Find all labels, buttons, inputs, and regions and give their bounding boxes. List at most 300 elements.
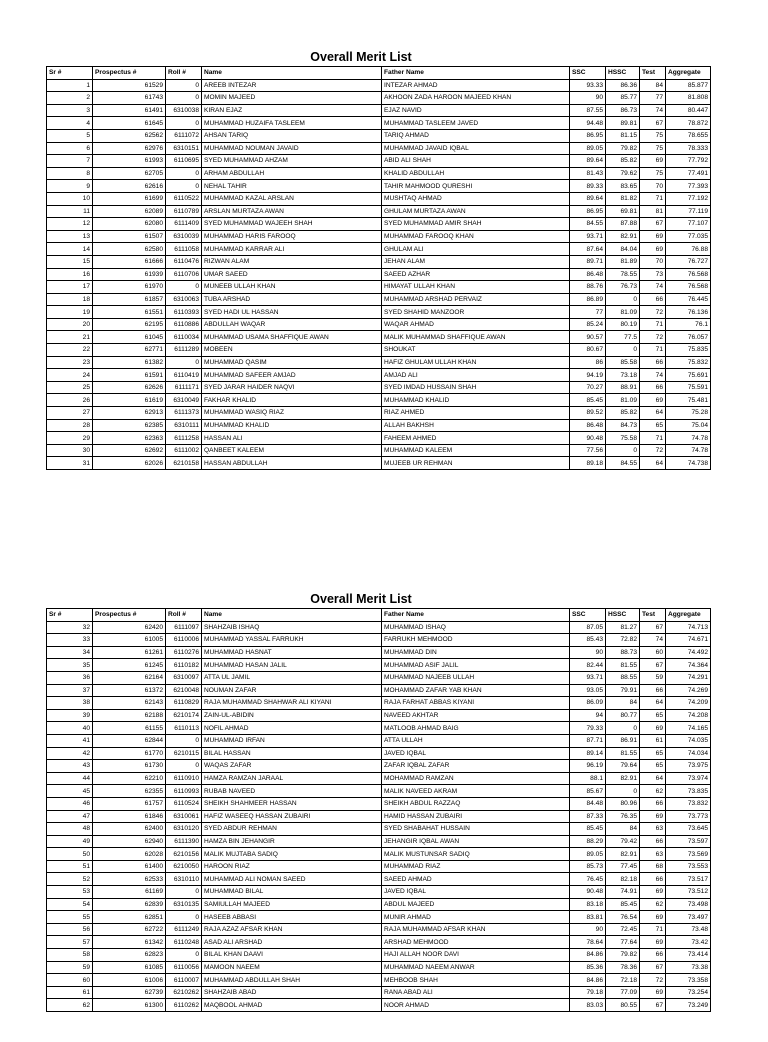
cell-father-name: HAJI ALLAH NOOR DAVI — [382, 949, 570, 962]
cell-name: NOFIL AHMAD — [202, 722, 382, 735]
cell-father-name: HAFIZ GHULAM ULLAH KHAN — [382, 356, 570, 369]
cell-father-name: HAMID HASSAN ZUBAIRI — [382, 810, 570, 823]
cell-name: MUHAMMAD HARIS FAROOQ — [202, 230, 382, 243]
cell-roll: 6310039 — [166, 230, 202, 243]
cell-father-name: MEHBOOB SHAH — [382, 974, 570, 987]
cell-hssc: 0 — [606, 293, 640, 306]
table-row — [47, 659, 711, 672]
cell-roll: 6111409 — [166, 218, 202, 231]
cell-test: 72 — [640, 331, 666, 344]
cell-hssc: 88.73 — [606, 646, 640, 659]
cell-test: 64 — [640, 697, 666, 710]
table-row — [47, 860, 711, 873]
cell-roll: 0 — [166, 760, 202, 773]
cell-roll: 6310038 — [166, 104, 202, 117]
cell-roll: 6110248 — [166, 936, 202, 949]
cell-prospectus: 61970 — [93, 281, 166, 294]
cell-name: HASEEB ABBASI — [202, 911, 382, 924]
cell-ssc: 94 — [570, 709, 606, 722]
cell-aggregate: 74.492 — [666, 646, 711, 659]
cell-father-name: RAJA MUHAMMAD AFSAR KHAN — [382, 923, 570, 936]
table-row — [47, 293, 711, 306]
cell-test: 66 — [640, 381, 666, 394]
merit-list-section-2 — [46, 590, 708, 1042]
cell-name: ARSLAN MURTAZA AWAN — [202, 205, 382, 218]
cell-test: 69 — [640, 810, 666, 823]
cell-roll: 0 — [166, 356, 202, 369]
cell-name: MALIK MUJTABA SADIQ — [202, 848, 382, 861]
cell-test: 69 — [640, 243, 666, 256]
table-row — [47, 709, 711, 722]
table-body — [47, 79, 711, 469]
cell-test: 71 — [640, 923, 666, 936]
cell-test: 63 — [640, 823, 666, 836]
cell-roll: 6310120 — [166, 823, 202, 836]
cell-ssc: 79.18 — [570, 986, 606, 999]
table-row — [47, 722, 711, 735]
cell-sr: 21 — [47, 331, 93, 344]
cell-roll: 6310063 — [166, 293, 202, 306]
cell-prospectus: 62976 — [93, 142, 166, 155]
cell-aggregate: 73.773 — [666, 810, 711, 823]
cell-prospectus: 62028 — [93, 848, 166, 861]
cell-aggregate: 74.165 — [666, 722, 711, 735]
cell-ssc: 89.64 — [570, 192, 606, 205]
cell-roll: 6310049 — [166, 394, 202, 407]
cell-aggregate: 73.48 — [666, 923, 711, 936]
cell-hssc: 75.58 — [606, 432, 640, 445]
cell-father-name: KHALID ABDULLAH — [382, 167, 570, 180]
cell-roll: 6110789 — [166, 205, 202, 218]
cell-hssc: 76.54 — [606, 911, 640, 924]
cell-test: 65 — [640, 747, 666, 760]
cell-father-name: MUJEEB UR REHMAN — [382, 457, 570, 470]
cell-roll: 6110393 — [166, 306, 202, 319]
cell-roll: 6110056 — [166, 961, 202, 974]
cell-roll: 6111289 — [166, 344, 202, 357]
cell-hssc: 77.09 — [606, 986, 640, 999]
cell-sr: 12 — [47, 218, 93, 231]
header-roll: Roll # — [166, 67, 202, 80]
cell-aggregate: 80.447 — [666, 104, 711, 117]
cell-name: MUHAMMAD QASIM — [202, 356, 382, 369]
cell-ssc: 93.71 — [570, 230, 606, 243]
cell-ssc: 83.18 — [570, 898, 606, 911]
cell-roll: 6110113 — [166, 722, 202, 735]
cell-prospectus: 61743 — [93, 92, 166, 105]
cell-father-name: MUHAMMAD ARSHAD PERVAIZ — [382, 293, 570, 306]
cell-prospectus: 62533 — [93, 873, 166, 886]
cell-father-name: MUHAMMAD ASIF JALIL — [382, 659, 570, 672]
table-row — [47, 306, 711, 319]
cell-ssc: 89.05 — [570, 142, 606, 155]
cell-name: SHEIKH SHAHMEER HASSAN — [202, 797, 382, 810]
cell-hssc: 85.82 — [606, 407, 640, 420]
cell-roll: 6210050 — [166, 860, 202, 873]
cell-name: HAFIZ WASEEQ HASSAN ZUBAIRI — [202, 810, 382, 823]
header-aggregate: Aggregate — [666, 67, 711, 80]
cell-father-name: JEHAN ALAM — [382, 255, 570, 268]
cell-sr: 39 — [47, 709, 93, 722]
cell-ssc: 90.57 — [570, 331, 606, 344]
cell-test: 66 — [640, 873, 666, 886]
cell-hssc: 81.09 — [606, 394, 640, 407]
cell-sr: 4 — [47, 117, 93, 130]
cell-prospectus: 62210 — [93, 772, 166, 785]
cell-test: 71 — [640, 432, 666, 445]
table-row — [47, 621, 711, 634]
cell-test: 62 — [640, 785, 666, 798]
cell-sr: 24 — [47, 369, 93, 382]
cell-ssc: 79.33 — [570, 722, 606, 735]
cell-prospectus: 62080 — [93, 218, 166, 231]
cell-aggregate: 73.498 — [666, 898, 711, 911]
cell-roll: 6110034 — [166, 331, 202, 344]
cell-sr: 2 — [47, 92, 93, 105]
cell-ssc: 86.89 — [570, 293, 606, 306]
cell-aggregate: 73.358 — [666, 974, 711, 987]
table-row — [47, 634, 711, 647]
cell-prospectus: 62739 — [93, 986, 166, 999]
cell-aggregate: 77.491 — [666, 167, 711, 180]
cell-roll: 6210115 — [166, 747, 202, 760]
cell-name: MOMIN MAJEED — [202, 92, 382, 105]
cell-name: HASSAN ALI — [202, 432, 382, 445]
cell-hssc: 81.89 — [606, 255, 640, 268]
cell-hssc: 82.91 — [606, 772, 640, 785]
cell-test: 69 — [640, 155, 666, 168]
cell-aggregate: 75.591 — [666, 381, 711, 394]
cell-father-name: AMJAD ALI — [382, 369, 570, 382]
cell-name: SAMIULLAH MAJEED — [202, 898, 382, 911]
cell-sr: 58 — [47, 949, 93, 962]
cell-sr: 56 — [47, 923, 93, 936]
cell-aggregate: 77.107 — [666, 218, 711, 231]
cell-ssc: 87.05 — [570, 621, 606, 634]
cell-sr: 46 — [47, 797, 93, 810]
cell-father-name: SAEED AHMAD — [382, 873, 570, 886]
cell-hssc: 84.73 — [606, 419, 640, 432]
cell-hssc: 81.55 — [606, 659, 640, 672]
cell-father-name: MUHAMMAD ISHAQ — [382, 621, 570, 634]
table-row — [47, 444, 711, 457]
cell-hssc: 77.64 — [606, 936, 640, 949]
cell-father-name: SYED SHAHID MANZOOR — [382, 306, 570, 319]
cell-aggregate: 75.481 — [666, 394, 711, 407]
cell-sr: 30 — [47, 444, 93, 457]
table-row — [47, 243, 711, 256]
cell-test: 69 — [640, 394, 666, 407]
cell-test: 67 — [640, 117, 666, 130]
cell-aggregate: 73.832 — [666, 797, 711, 810]
cell-name: HASSAN ABDULLAH — [202, 457, 382, 470]
cell-hssc: 81.82 — [606, 192, 640, 205]
cell-ssc: 78.64 — [570, 936, 606, 949]
cell-roll: 6110524 — [166, 797, 202, 810]
cell-roll: 6111373 — [166, 407, 202, 420]
cell-name: MUHAMMAD HASNAT — [202, 646, 382, 659]
cell-test: 77 — [640, 92, 666, 105]
cell-sr: 7 — [47, 155, 93, 168]
cell-hssc: 77.45 — [606, 860, 640, 873]
cell-roll: 6310135 — [166, 898, 202, 911]
cell-aggregate: 76.88 — [666, 243, 711, 256]
cell-hssc: 76.35 — [606, 810, 640, 823]
cell-aggregate: 73.254 — [666, 986, 711, 999]
cell-father-name: MUHAMMAD NAEEM ANWAR — [382, 961, 570, 974]
cell-name: FAKHAR KHALID — [202, 394, 382, 407]
cell-roll: 6210156 — [166, 848, 202, 861]
cell-ssc: 85.45 — [570, 823, 606, 836]
cell-aggregate: 73.512 — [666, 886, 711, 899]
cell-test: 74 — [640, 634, 666, 647]
cell-test: 65 — [640, 760, 666, 773]
cell-prospectus: 61730 — [93, 760, 166, 773]
table-row — [47, 810, 711, 823]
cell-father-name: MUHAMMAD NAJEEB ULLAH — [382, 671, 570, 684]
cell-hssc: 80.77 — [606, 709, 640, 722]
cell-prospectus: 62913 — [93, 407, 166, 420]
table-row — [47, 797, 711, 810]
cell-sr: 19 — [47, 306, 93, 319]
cell-name: HAROON RIAZ — [202, 860, 382, 873]
cell-prospectus: 62580 — [93, 243, 166, 256]
cell-prospectus: 62562 — [93, 129, 166, 142]
cell-ssc: 88.29 — [570, 835, 606, 848]
cell-roll: 6210048 — [166, 684, 202, 697]
cell-sr: 38 — [47, 697, 93, 710]
cell-father-name: MUHAMMAD FAROOQ KHAN — [382, 230, 570, 243]
cell-father-name: RIAZ AHMED — [382, 407, 570, 420]
cell-sr: 47 — [47, 810, 93, 823]
cell-test: 66 — [640, 949, 666, 962]
cell-father-name: INTEZAR AHMAD — [382, 79, 570, 92]
cell-aggregate: 78.655 — [666, 129, 711, 142]
table-row — [47, 79, 711, 92]
cell-prospectus: 61857 — [93, 293, 166, 306]
cell-aggregate: 75.28 — [666, 407, 711, 420]
cell-prospectus: 61261 — [93, 646, 166, 659]
cell-sr: 45 — [47, 785, 93, 798]
cell-father-name: MUHAMMAD JAVAID IQBAL — [382, 142, 570, 155]
cell-ssc: 90 — [570, 923, 606, 936]
cell-name: MUHAMMAD IRFAN — [202, 734, 382, 747]
cell-test: 69 — [640, 936, 666, 949]
cell-prospectus: 62164 — [93, 671, 166, 684]
cell-roll: 6110276 — [166, 646, 202, 659]
table-row — [47, 167, 711, 180]
cell-test: 62 — [640, 898, 666, 911]
cell-hssc: 82.18 — [606, 873, 640, 886]
page-title: Overall Merit List — [310, 50, 412, 64]
cell-ssc: 84.86 — [570, 974, 606, 987]
cell-prospectus: 61400 — [93, 860, 166, 873]
cell-ssc: 88.76 — [570, 281, 606, 294]
cell-ssc: 80.67 — [570, 344, 606, 357]
cell-name: TUBA ARSHAD — [202, 293, 382, 306]
table-row — [47, 268, 711, 281]
table-row — [47, 772, 711, 785]
cell-sr: 53 — [47, 886, 93, 899]
cell-roll: 6310061 — [166, 810, 202, 823]
cell-roll: 6310110 — [166, 873, 202, 886]
table-row — [47, 281, 711, 294]
cell-test: 71 — [640, 318, 666, 331]
cell-father-name: SAEED AZHAR — [382, 268, 570, 281]
table-row — [47, 407, 711, 420]
cell-prospectus: 62195 — [93, 318, 166, 331]
cell-ssc: 87.33 — [570, 810, 606, 823]
table-row — [47, 331, 711, 344]
cell-name: MUHAMMAD WASIQ RIAZ — [202, 407, 382, 420]
cell-aggregate: 73.517 — [666, 873, 711, 886]
table-row — [47, 898, 711, 911]
cell-hssc: 79.82 — [606, 142, 640, 155]
cell-father-name: SYED SHABAHAT HUSSAIN — [382, 823, 570, 836]
cell-prospectus: 62626 — [93, 381, 166, 394]
cell-roll: 6111097 — [166, 621, 202, 634]
cell-ssc: 89.05 — [570, 848, 606, 861]
cell-hssc: 89.81 — [606, 117, 640, 130]
cell-test: 67 — [640, 961, 666, 974]
cell-father-name: ABID ALI SHAH — [382, 155, 570, 168]
cell-ssc: 87.55 — [570, 104, 606, 117]
cell-prospectus: 62839 — [93, 898, 166, 911]
header-roll: Roll # — [166, 609, 202, 622]
cell-ssc: 89.18 — [570, 457, 606, 470]
header-prospectus: Prospectus # — [93, 609, 166, 622]
cell-aggregate: 73.249 — [666, 999, 711, 1012]
cell-hssc: 77.5 — [606, 331, 640, 344]
table-row — [47, 697, 711, 710]
cell-name: ZAIN-UL-ABIDIN — [202, 709, 382, 722]
cell-test: 75 — [640, 129, 666, 142]
cell-ssc: 77 — [570, 306, 606, 319]
cell-test: 67 — [640, 218, 666, 231]
cell-ssc: 85.45 — [570, 394, 606, 407]
cell-roll: 6111058 — [166, 243, 202, 256]
cell-ssc: 85.73 — [570, 860, 606, 873]
cell-ssc: 85.24 — [570, 318, 606, 331]
cell-aggregate: 74.269 — [666, 684, 711, 697]
cell-prospectus: 61045 — [93, 331, 166, 344]
cell-aggregate: 73.569 — [666, 848, 711, 861]
table-row — [47, 381, 711, 394]
table-row — [47, 192, 711, 205]
cell-roll: 6111390 — [166, 835, 202, 848]
cell-test: 71 — [640, 192, 666, 205]
header-sr: Sr # — [47, 609, 93, 622]
cell-name: MUHAMMAD HUZAIFA TASLEEM — [202, 117, 382, 130]
table-row — [47, 155, 711, 168]
merit-table — [46, 66, 711, 470]
cell-prospectus: 61085 — [93, 961, 166, 974]
cell-father-name: SYED MUHAMMAD AMIR SHAH — [382, 218, 570, 231]
cell-aggregate: 78.872 — [666, 117, 711, 130]
cell-hssc: 80.19 — [606, 318, 640, 331]
cell-prospectus: 61846 — [93, 810, 166, 823]
table-header-row — [47, 67, 711, 80]
cell-hssc: 79.42 — [606, 835, 640, 848]
cell-prospectus: 62089 — [93, 205, 166, 218]
cell-ssc: 84.48 — [570, 797, 606, 810]
table-row — [47, 760, 711, 773]
cell-sr: 17 — [47, 281, 93, 294]
cell-prospectus: 61005 — [93, 634, 166, 647]
cell-roll: 6110182 — [166, 659, 202, 672]
cell-sr: 59 — [47, 961, 93, 974]
cell-roll: 0 — [166, 949, 202, 962]
cell-name: SYED HADI UL HASSAN — [202, 306, 382, 319]
cell-roll: 0 — [166, 167, 202, 180]
cell-ssc: 96.19 — [570, 760, 606, 773]
cell-roll: 0 — [166, 79, 202, 92]
cell-hssc: 79.91 — [606, 684, 640, 697]
cell-test: 70 — [640, 180, 666, 193]
cell-prospectus: 61300 — [93, 999, 166, 1012]
cell-aggregate: 77.035 — [666, 230, 711, 243]
cell-father-name: FAHEEM AHMED — [382, 432, 570, 445]
cell-name: RAJA MUHAMMAD SHAHWAR ALI KIYANI — [202, 697, 382, 710]
cell-ssc: 84.55 — [570, 218, 606, 231]
cell-ssc: 90 — [570, 92, 606, 105]
cell-father-name: WAQAR AHMAD — [382, 318, 570, 331]
cell-sr: 44 — [47, 772, 93, 785]
cell-name: MUHAMMAD SAFEER AMJAD — [202, 369, 382, 382]
cell-test: 72 — [640, 974, 666, 987]
cell-roll: 0 — [166, 911, 202, 924]
cell-sr: 37 — [47, 684, 93, 697]
cell-test: 64 — [640, 457, 666, 470]
cell-prospectus: 61699 — [93, 192, 166, 205]
cell-father-name: JEHANGIR IQBAL AWAN — [382, 835, 570, 848]
cell-hssc: 81.27 — [606, 621, 640, 634]
cell-prospectus: 61619 — [93, 394, 166, 407]
table-row — [47, 747, 711, 760]
cell-name: AREEB INTEZAR — [202, 79, 382, 92]
merit-list-section-1 — [46, 48, 708, 470]
cell-test: 66 — [640, 835, 666, 848]
cell-prospectus: 61372 — [93, 684, 166, 697]
cell-hssc: 0 — [606, 344, 640, 357]
cell-roll: 6110706 — [166, 268, 202, 281]
cell-test: 68 — [640, 860, 666, 873]
cell-test: 65 — [640, 709, 666, 722]
cell-father-name: MALIK NAVEED AKRAM — [382, 785, 570, 798]
table-row — [47, 684, 711, 697]
cell-hssc: 72.45 — [606, 923, 640, 936]
cell-father-name: MUHAMMAD KHALID — [382, 394, 570, 407]
cell-prospectus: 61645 — [93, 117, 166, 130]
cell-father-name: RAJA FARHAT ABBAS KIYANI — [382, 697, 570, 710]
cell-prospectus: 62851 — [93, 911, 166, 924]
cell-test: 72 — [640, 306, 666, 319]
cell-aggregate: 77.792 — [666, 155, 711, 168]
cell-test: 84 — [640, 79, 666, 92]
cell-ssc: 70.27 — [570, 381, 606, 394]
cell-prospectus: 62385 — [93, 419, 166, 432]
header-sr: Sr # — [47, 67, 93, 80]
table-row — [47, 923, 711, 936]
cell-prospectus: 61491 — [93, 104, 166, 117]
cell-test: 70 — [640, 255, 666, 268]
cell-aggregate: 73.597 — [666, 835, 711, 848]
cell-father-name: FARRUKH MEHMOOD — [382, 634, 570, 647]
cell-hssc: 79.64 — [606, 760, 640, 773]
cell-name: MUHAMMAD KAZAL ARSLAN — [202, 192, 382, 205]
table-row — [47, 999, 711, 1012]
cell-father-name: ZAFAR IQBAL ZAFAR — [382, 760, 570, 773]
